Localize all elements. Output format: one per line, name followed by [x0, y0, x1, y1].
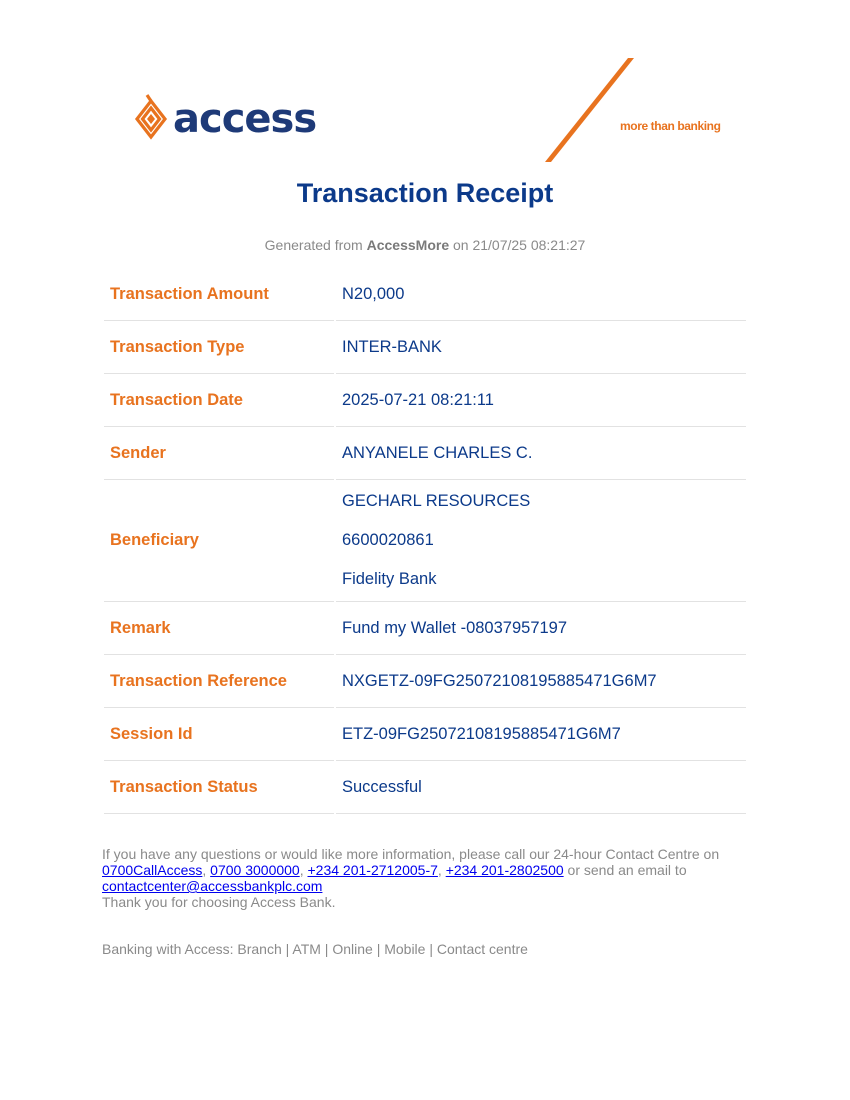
- generated-suffix: on 21/07/25 08:21:27: [453, 237, 586, 253]
- phone-link-2712005[interactable]: +234 201-2712005-7: [307, 862, 438, 878]
- generated-app: AccessMore: [366, 237, 450, 253]
- logo-wordmark: access: [173, 96, 317, 142]
- row-value: ANYANELE CHARLES C.: [336, 427, 746, 480]
- beneficiary-details: [336, 480, 746, 602]
- table-row: [104, 374, 746, 427]
- table-row: [104, 602, 746, 655]
- row-label: Session Id: [104, 708, 334, 761]
- beneficiary-bank: Fidelity Bank: [342, 570, 437, 588]
- row-value: N20,000: [336, 268, 746, 321]
- phone-link-2802500[interactable]: +234 201-2802500: [445, 862, 564, 878]
- table-row: [104, 655, 746, 708]
- row-value: Fund my Wallet -08037957197: [336, 602, 746, 655]
- row-label: Transaction Type: [104, 321, 334, 374]
- phone-link-0700[interactable]: 0700 3000000: [210, 862, 300, 878]
- generated-info: [0, 237, 850, 253]
- row-label: Transaction Date: [104, 374, 334, 427]
- row-label: Remark: [104, 602, 334, 655]
- table-row: [104, 321, 746, 374]
- receipt-table: [102, 268, 748, 814]
- table-row: [104, 480, 746, 602]
- footer-thanks: Thank you for choosing Access Bank.: [102, 894, 336, 910]
- table-row: [104, 427, 746, 480]
- table-row: [104, 268, 746, 321]
- email-prefix: or send an email to: [567, 862, 687, 878]
- footer-intro: If you have any questions or would like more information, please call our 24-hour Contact Centre on: [102, 846, 720, 862]
- brand-slash-graphic: [545, 58, 637, 164]
- row-label: Sender: [104, 427, 334, 480]
- row-label: Transaction Amount: [104, 268, 334, 321]
- row-value: Successful: [336, 761, 746, 814]
- row-label: Beneficiary: [104, 480, 334, 602]
- banking-channels: Banking with Access: Branch | ATM | Online | Mobile | Contact centre: [102, 941, 528, 957]
- row-value: ETZ-09FG25072108195885471G6M7: [336, 708, 746, 761]
- phone-link-callaccess[interactable]: 0700CallAccess: [102, 862, 203, 878]
- beneficiary-account: 6600020861: [342, 531, 434, 549]
- beneficiary-name: GECHARL RESOURCES: [342, 492, 531, 510]
- row-value: NXGETZ-09FG25072108195885471G6M7: [336, 655, 746, 708]
- row-label: Transaction Status: [104, 761, 334, 814]
- page-title: Transaction Receipt: [296, 178, 554, 208]
- table-row: [104, 761, 746, 814]
- table-row: [104, 708, 746, 761]
- access-logo: [133, 93, 316, 145]
- footer-contact: If you have any questions or would like more information, please call our 24-hour Contact Centre on 0700CallAccess, 0700 3000000, +234 201-2712005-7, +234 201-2802500 or send an email to contactcenter@accessbankplc.com Thank you for choosing Access Bank.: [102, 846, 720, 910]
- access-diamond-logo-icon: [133, 93, 169, 145]
- row-label: Transaction Reference: [104, 655, 334, 708]
- generated-prefix: Generated from: [264, 237, 363, 253]
- row-value: INTER-BANK: [336, 321, 746, 374]
- tagline: more than banking: [620, 119, 721, 133]
- email-link[interactable]: contactcenter@accessbankplc.com: [102, 878, 323, 894]
- row-value: 2025-07-21 08:21:11: [336, 374, 746, 427]
